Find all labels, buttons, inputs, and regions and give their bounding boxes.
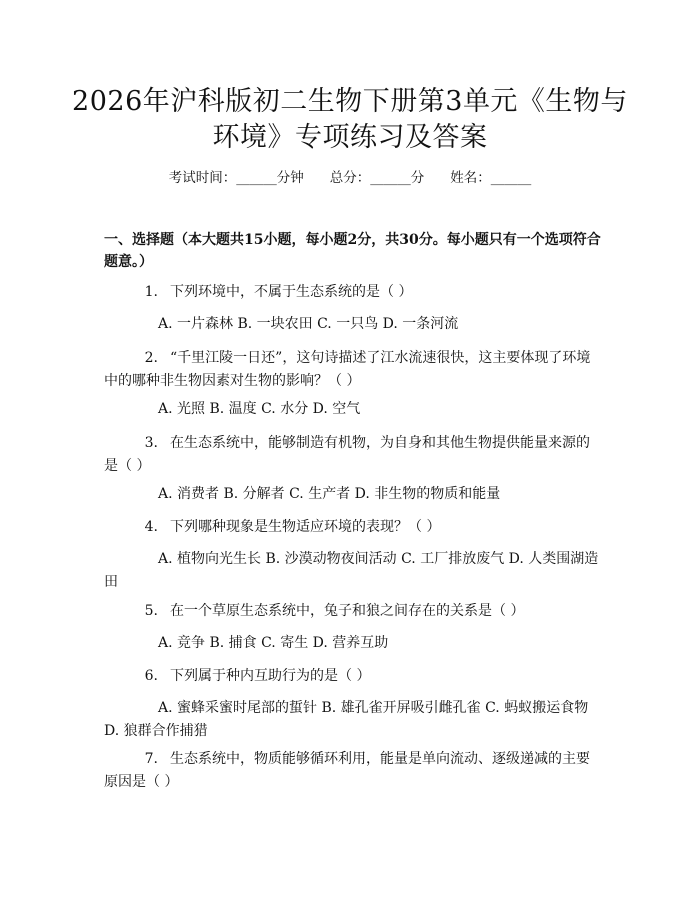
question-number: 2. bbox=[144, 350, 158, 366]
question-text: “千里江陵一日还”，这句诗描述了江水流速很快，这主要体现了环境中的哪种非生物因素对生物的影响？（ ） bbox=[104, 350, 591, 389]
question-text: 下列属于种内互助行为的是（ ） bbox=[170, 668, 371, 684]
question-text: 在一个草原生态系统中，兔子和狼之间存在的关系是（ ） bbox=[170, 603, 525, 619]
question-5 bbox=[104, 600, 602, 623]
question-text: 下列环境中，不属于生态系统的是（ ） bbox=[170, 284, 413, 300]
question-number: 4. bbox=[144, 519, 158, 535]
exam-time-field: 考试时间：______分钟 bbox=[168, 170, 304, 186]
question-number: 7. bbox=[144, 751, 158, 767]
exam-meta bbox=[0, 168, 700, 188]
question-text: 生态系统中，物质能够循环利用，能量是单向流动、逐级递减的主要原因是（ ） bbox=[104, 751, 590, 790]
question-6 bbox=[104, 665, 602, 688]
question-6-options: A. 蜜蜂采蜜时尾部的蜇针 B. 雄孔雀开屏吸引雌孔雀 C. 蚂蚁搬运食物 D. 狼群合作捕猎 bbox=[104, 700, 589, 739]
document-title: 2026年沪科版初二生物下册第3单元《生物与环境》专项练习及答案 bbox=[72, 86, 628, 153]
question-text: 在生态系统中，能够制造有机物，为自身和其他生物提供能量来源的是（ ） bbox=[104, 435, 590, 474]
student-name-field: 姓名：______ bbox=[450, 170, 532, 186]
question-1-options: A. 一片森林 B. 一块农田 C. 一只鸟 D. 一条河流 bbox=[158, 316, 459, 332]
question-2-options: A. 光照 B. 温度 C. 水分 D. 空气 bbox=[158, 401, 361, 417]
question-7 bbox=[104, 748, 602, 794]
question-3 bbox=[104, 432, 602, 478]
question-number: 3. bbox=[144, 435, 158, 451]
question-5-options: A. 竞争 B. 捕食 C. 寄生 D. 营养互助 bbox=[158, 635, 389, 651]
question-4 bbox=[104, 516, 602, 539]
question-number: 5. bbox=[144, 603, 158, 619]
question-number: 1. bbox=[144, 284, 158, 300]
section-heading: 一、选择题（本大题共15小题，每小题2分，共30分。每小题只有一个选项符合题意。） bbox=[104, 232, 601, 270]
question-2 bbox=[104, 347, 602, 393]
question-1 bbox=[104, 281, 602, 304]
question-4-options: A. 植物向光生长 B. 沙漠动物夜间活动 C. 工厂排放废气 D. 人类围湖造田 bbox=[104, 551, 599, 590]
question-number: 6. bbox=[144, 668, 158, 684]
question-text: 下列哪种现象是生物适应环境的表现？（ ） bbox=[170, 519, 441, 535]
total-score-field: 总分：______分 bbox=[329, 170, 425, 186]
question-3-options: A. 消费者 B. 分解者 C. 生产者 D. 非生物的物质和能量 bbox=[158, 486, 501, 502]
